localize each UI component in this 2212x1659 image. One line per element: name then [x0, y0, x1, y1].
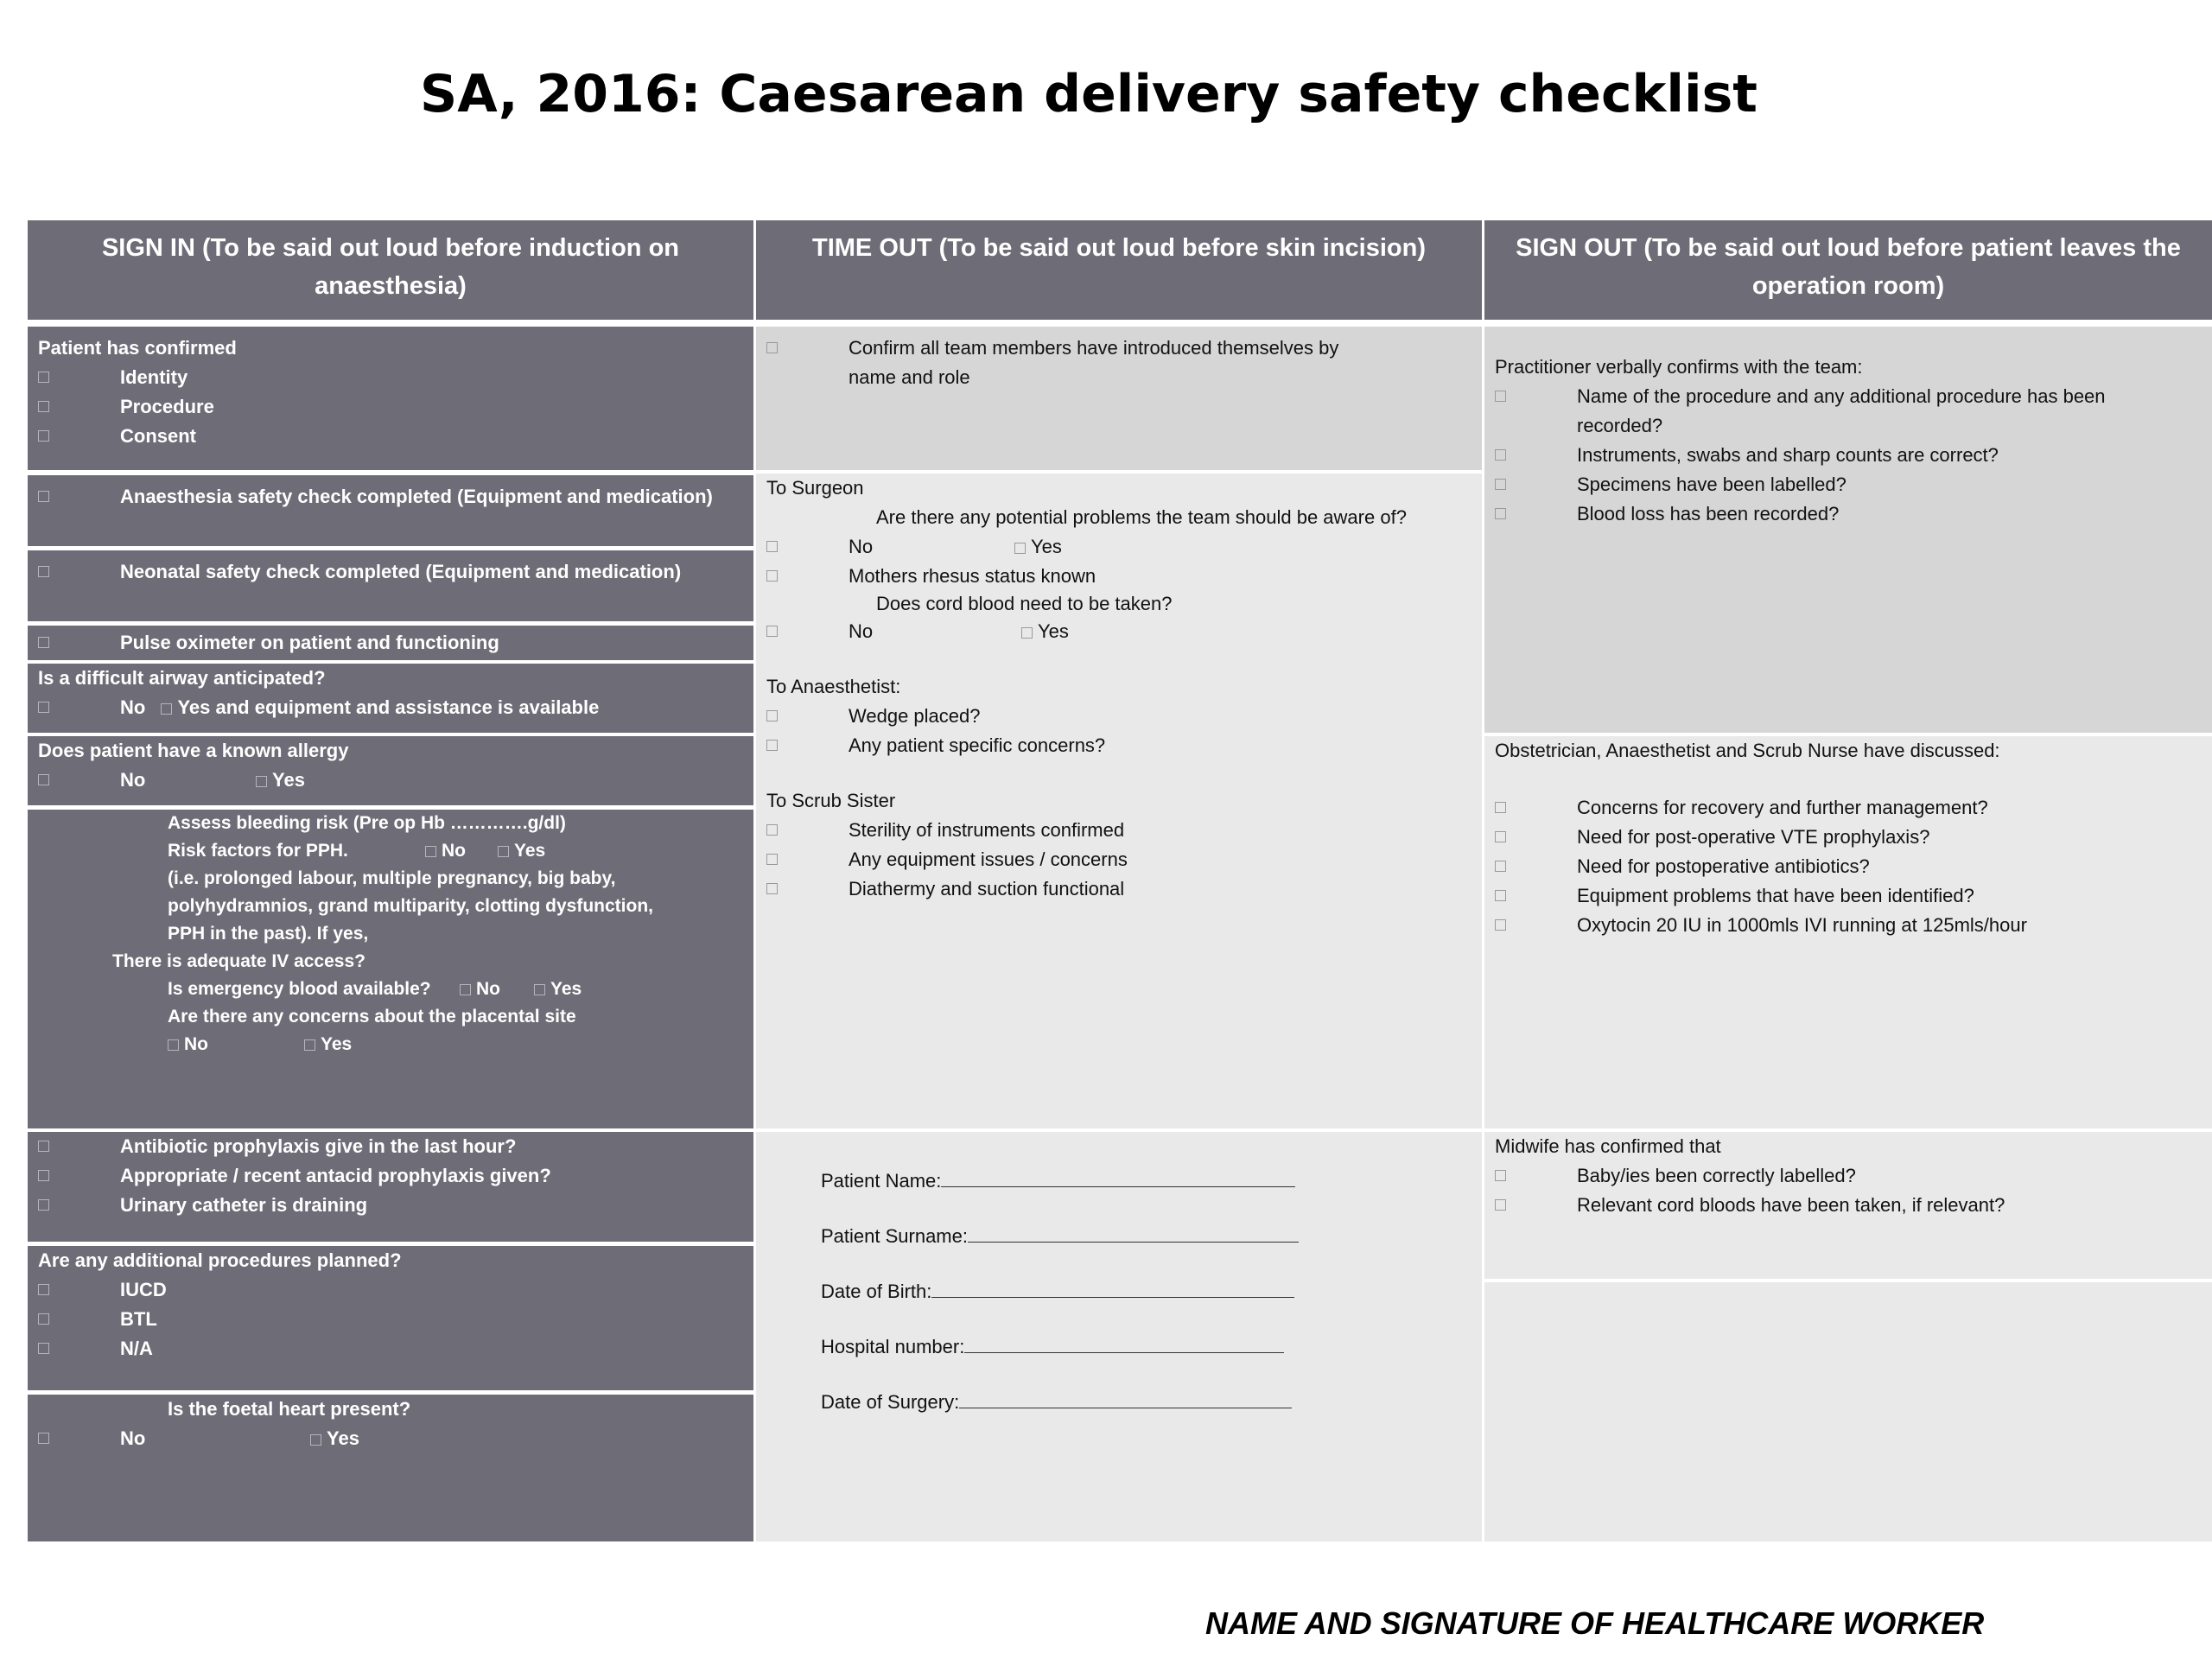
anaesthesia-check-label: Anaesthesia safety check completed (Equipment and medication) — [120, 486, 713, 507]
counts-item[interactable] — [1495, 441, 2202, 470]
sterility-checkbox[interactable] — [766, 824, 778, 836]
antibiotics-label: Need for postoperative antibiotics? — [1577, 855, 1870, 877]
dob-line[interactable] — [931, 1278, 1294, 1298]
dob-field[interactable] — [821, 1277, 1471, 1332]
placental-no-label: No — [184, 1034, 208, 1054]
to-anaesthetist-label: To Anaesthetist: — [766, 676, 901, 697]
sign-out-blank-section — [1484, 1282, 2212, 1541]
potential-problems-label: Are there any potential problems the team should be aware of? — [876, 506, 1407, 528]
risk-detail: (i.e. prolonged labour, multiple pregnancy, big baby, polyhydramnios, grand multiparity, clotting dysfunction, PPH in the past). If yes, — [168, 868, 653, 944]
sign-in-header — [28, 220, 753, 320]
cord-yes-option[interactable] — [1021, 617, 1069, 646]
patient-name-field[interactable] — [821, 1166, 1471, 1222]
pulse-oximeter-section — [28, 626, 753, 660]
patient-name-line[interactable] — [941, 1167, 1295, 1187]
risk-yes-checkbox[interactable] — [498, 846, 509, 857]
anaesthesia-check-item[interactable] — [38, 482, 743, 512]
antacid-label: Appropriate / recent antacid prophylaxis given? — [120, 1165, 551, 1186]
recovery-label: Concerns for recovery and further management? — [1577, 797, 1988, 818]
problems-no-checkbox[interactable] — [766, 541, 778, 552]
cord-bloods-checkbox[interactable] — [1495, 1199, 1506, 1211]
placental-options — [38, 1031, 743, 1058]
practitioner-section — [1484, 327, 2212, 733]
iucd-item[interactable] — [38, 1275, 743, 1305]
antacid-item[interactable] — [38, 1161, 743, 1191]
placental-no-checkbox[interactable] — [168, 1039, 179, 1051]
patient-surname-field[interactable] — [821, 1222, 1471, 1277]
sterility-item[interactable] — [766, 816, 1471, 845]
problems-yes-label: Yes — [1031, 536, 1062, 557]
foetal-yes-option[interactable] — [310, 1424, 359, 1453]
patient-concerns-label: Any patient specific concerns? — [849, 734, 1106, 756]
problems-yes-checkbox[interactable] — [1014, 543, 1026, 554]
cord-no-label: No — [849, 620, 874, 642]
placental-yes-option[interactable] — [304, 1031, 352, 1058]
blood-loss-label: Blood loss has been recorded? — [1577, 503, 1840, 524]
recovery-item[interactable] — [1495, 793, 2202, 823]
identity-item[interactable] — [38, 363, 743, 392]
sign-in-header-text: SIGN IN (To be said out loud before induction on anaesthesia) — [101, 234, 680, 300]
discussion-section — [1484, 736, 2212, 1128]
bleeding-risk-section — [28, 810, 753, 1128]
wedge-label: Wedge placed? — [849, 705, 981, 727]
allergy-yes-option[interactable] — [256, 766, 305, 795]
airway-yes-checkbox[interactable] — [161, 703, 172, 715]
btl-item[interactable] — [38, 1305, 743, 1334]
patient-surname-line[interactable] — [968, 1223, 1299, 1243]
date-surgery-label: Date of Surgery: — [821, 1391, 960, 1413]
risk-factors-row — [38, 837, 743, 865]
midwife-label: Midwife has confirmed that — [1495, 1135, 1721, 1157]
allergy-no-checkbox[interactable] — [38, 774, 49, 785]
problems-yes-option[interactable] — [1014, 532, 1062, 562]
signature-label: NAME AND SIGNATURE OF HEALTHCARE WORKER — [1205, 1605, 1985, 1641]
risk-no-label: No — [442, 841, 466, 861]
foetal-yes-checkbox[interactable] — [310, 1434, 321, 1446]
consent-label: Consent — [120, 425, 196, 447]
pulse-oximeter-checkbox[interactable] — [38, 637, 49, 648]
patient-confirmed-section — [28, 327, 753, 470]
allergy-section — [28, 736, 753, 805]
identity-label: Identity — [120, 366, 188, 388]
na-checkbox[interactable] — [38, 1343, 49, 1354]
diathermy-checkbox[interactable] — [766, 883, 778, 894]
airway-section — [28, 664, 753, 733]
sterility-label: Sterility of instruments confirmed — [849, 819, 1125, 841]
equipment-problems-item[interactable] — [1495, 881, 2202, 911]
additional-procedures-section — [28, 1246, 753, 1390]
specimens-checkbox[interactable] — [1495, 479, 1506, 490]
placental-no-option[interactable] — [168, 1034, 208, 1054]
introductions-checkbox[interactable] — [766, 342, 778, 353]
emergency-blood-label: Is emergency blood available? — [168, 979, 431, 999]
risk-yes-option[interactable] — [498, 837, 545, 865]
iv-access-label: There is adequate IV access? — [112, 951, 365, 971]
consent-item[interactable] — [38, 422, 743, 451]
procedure-item[interactable] — [38, 392, 743, 422]
problems-options — [766, 532, 1471, 562]
oxytocin-label: Oxytocin 20 IU in 1000mls IVI running at 125mls/hour — [1577, 914, 2027, 936]
procedure-name-item[interactable] — [1495, 382, 2139, 441]
allergy-options[interactable] — [38, 766, 743, 795]
antacid-checkbox[interactable] — [38, 1170, 49, 1181]
rhesus-item[interactable] — [766, 562, 1471, 589]
anaesthesia-check-section — [28, 475, 753, 546]
oxytocin-checkbox[interactable] — [1495, 919, 1506, 931]
risk-no-option[interactable] — [425, 837, 466, 865]
diathermy-item[interactable] — [766, 874, 1471, 904]
procedure-label: Procedure — [120, 396, 214, 417]
cord-no-checkbox[interactable] — [766, 626, 778, 637]
discussed-label: Obstetrician, Anaesthetist and Scrub Nurse have discussed: — [1495, 740, 2000, 761]
additional-procedures-question: Are any additional procedures planned? — [38, 1249, 402, 1271]
blood-yes-option[interactable] — [534, 976, 582, 1003]
patient-concerns-item[interactable] — [766, 731, 1471, 760]
cord-blood-label: Does cord blood need to be taken? — [876, 593, 1173, 614]
introductions-item[interactable] — [766, 334, 1367, 392]
rhesus-checkbox[interactable] — [766, 570, 778, 582]
blood-no-label: No — [476, 979, 500, 999]
specimens-label: Specimens have been labelled? — [1577, 474, 1847, 495]
to-surgeon-label: To Surgeon — [766, 477, 864, 499]
page-title: SA, 2016: Caesarean delivery safety checklist — [420, 64, 1758, 124]
time-out-header-text: TIME OUT (To be said out loud before skin incision) — [812, 234, 1426, 262]
equipment-issues-item[interactable] — [766, 845, 1471, 874]
recovery-checkbox[interactable] — [1495, 802, 1506, 813]
blood-loss-checkbox[interactable] — [1495, 508, 1506, 519]
counts-label: Instruments, swabs and sharp counts are correct? — [1577, 444, 1999, 466]
hospital-number-field[interactable] — [821, 1332, 1471, 1388]
cord-blood-options — [766, 617, 1471, 646]
blood-no-checkbox[interactable] — [460, 984, 471, 995]
introductions-label: Confirm all team members have introduced themselves by name and role — [849, 337, 1339, 388]
baby-labelled-checkbox[interactable] — [1495, 1170, 1506, 1181]
blood-loss-item[interactable] — [1495, 499, 2202, 529]
patient-details-section — [756, 1132, 1482, 1541]
vte-checkbox[interactable] — [1495, 831, 1506, 842]
equipment-issues-checkbox[interactable] — [766, 854, 778, 865]
patient-surname-label: Patient Surname: — [821, 1225, 968, 1247]
airway-no-label: No — [120, 696, 146, 718]
pulse-oximeter-item[interactable] — [38, 628, 743, 658]
wedge-item[interactable] — [766, 702, 1471, 731]
baby-labelled-label: Baby/ies been correctly labelled? — [1577, 1165, 1856, 1186]
baby-labelled-item[interactable] — [1495, 1161, 2202, 1191]
date-surgery-line[interactable] — [959, 1389, 1292, 1408]
emergency-blood-row — [38, 976, 743, 1003]
foetal-heart-question: Is the foetal heart present? — [168, 1398, 411, 1420]
introductions-section — [756, 327, 1482, 470]
risk-yes-label: Yes — [514, 841, 546, 861]
na-item[interactable] — [38, 1334, 743, 1363]
consent-checkbox[interactable] — [38, 430, 49, 442]
airway-yes-label: Yes and equipment and assistance is available — [177, 696, 600, 718]
foetal-heart-section — [28, 1395, 753, 1541]
midwife-section — [1484, 1132, 2212, 1279]
equipment-problems-checkbox[interactable] — [1495, 890, 1506, 901]
dob-label: Date of Birth: — [821, 1281, 932, 1302]
patient-confirmed-label: Patient has confirmed — [38, 337, 237, 359]
prophylaxis-section — [28, 1132, 753, 1242]
patient-name-label: Patient Name: — [821, 1170, 942, 1192]
diathermy-label: Diathermy and suction functional — [849, 878, 1125, 899]
counts-checkbox[interactable] — [1495, 449, 1506, 461]
to-scrub-label: To Scrub Sister — [766, 790, 896, 811]
anaesthesia-check-checkbox[interactable] — [38, 491, 49, 502]
risk-no-checkbox[interactable] — [425, 846, 436, 857]
antibiotic-item[interactable] — [38, 1132, 743, 1161]
specimens-item[interactable] — [1495, 470, 2202, 499]
procedure-name-checkbox[interactable] — [1495, 391, 1506, 402]
identity-checkbox[interactable] — [38, 372, 49, 383]
foetal-no-label: No — [120, 1427, 146, 1449]
iucd-checkbox[interactable] — [38, 1284, 49, 1295]
airway-question: Is a difficult airway anticipated? — [38, 667, 326, 689]
sign-out-header — [1484, 220, 2212, 320]
antibiotics-checkbox[interactable] — [1495, 861, 1506, 872]
cord-yes-checkbox[interactable] — [1021, 627, 1033, 639]
cord-bloods-label: Relevant cord bloods have been taken, if relevant? — [1577, 1194, 2005, 1216]
allergy-no-label: No — [120, 769, 146, 791]
hospital-number-line[interactable] — [964, 1333, 1284, 1353]
foetal-yes-label: Yes — [327, 1427, 359, 1449]
wedge-checkbox[interactable] — [766, 710, 778, 721]
airway-no-checkbox[interactable] — [38, 702, 49, 713]
neonatal-check-label: Neonatal safety check completed (Equipment and medication) — [120, 561, 682, 582]
allergy-yes-checkbox[interactable] — [256, 776, 267, 787]
vte-label: Need for post-operative VTE prophylaxis? — [1577, 826, 1930, 848]
placental-yes-checkbox[interactable] — [304, 1039, 315, 1051]
patient-concerns-checkbox[interactable] — [766, 740, 778, 751]
placental-yes-label: Yes — [321, 1034, 353, 1054]
problems-no-label: No — [849, 536, 874, 557]
cord-yes-label: Yes — [1038, 620, 1069, 642]
allergy-yes-label: Yes — [272, 769, 305, 791]
antibiotics-item[interactable] — [1495, 852, 2202, 881]
neonatal-check-section — [28, 550, 753, 621]
equipment-problems-label: Equipment problems that have been identified? — [1577, 885, 1974, 906]
btl-checkbox[interactable] — [38, 1313, 49, 1325]
iucd-label: IUCD — [120, 1279, 167, 1300]
antibiotic-label: Antibiotic prophylaxis give in the last hour? — [120, 1135, 517, 1157]
catheter-item[interactable] — [38, 1191, 743, 1220]
date-surgery-field[interactable] — [821, 1388, 1471, 1443]
time-out-checks-section — [756, 474, 1482, 1128]
blood-yes-checkbox[interactable] — [534, 984, 545, 995]
practitioner-label: Practitioner verbally confirms with the team: — [1495, 356, 1863, 378]
blood-yes-label: Yes — [550, 979, 582, 999]
vte-item[interactable] — [1495, 823, 2202, 852]
placental-site-label: Are there any concerns about the placental site — [168, 1007, 576, 1027]
risk-factors-label: Risk factors for PPH. — [168, 841, 348, 861]
catheter-checkbox[interactable] — [38, 1199, 49, 1211]
bleeding-risk-label: Assess bleeding risk (Pre op Hb ………….g/dl) — [168, 813, 566, 833]
na-label: N/A — [120, 1338, 153, 1359]
allergy-question: Does patient have a known allergy — [38, 740, 349, 761]
procedure-checkbox[interactable] — [38, 401, 49, 412]
pulse-oximeter-label: Pulse oximeter on patient and functioning — [120, 632, 499, 653]
rhesus-label: Mothers rhesus status known — [849, 565, 1096, 587]
oxytocin-item[interactable] — [1495, 911, 2202, 940]
cord-bloods-item[interactable] — [1495, 1191, 2202, 1220]
time-out-header — [756, 220, 1482, 320]
airway-options[interactable] — [38, 693, 743, 722]
btl-label: BTL — [120, 1308, 157, 1330]
catheter-label: Urinary catheter is draining — [120, 1194, 368, 1216]
foetal-no-checkbox[interactable] — [38, 1433, 49, 1444]
antibiotic-checkbox[interactable] — [38, 1141, 49, 1152]
neonatal-check-item[interactable] — [38, 557, 743, 587]
procedure-name-label: Name of the procedure and any additional procedure has been recorded? — [1577, 385, 2106, 436]
hospital-number-label: Hospital number: — [821, 1336, 965, 1357]
blood-no-option[interactable] — [460, 976, 500, 1003]
foetal-heart-options — [38, 1424, 743, 1453]
sign-out-header-text: SIGN OUT (To be said out loud before patient leaves the operation room) — [1516, 234, 2181, 300]
equipment-issues-label: Any equipment issues / concerns — [849, 849, 1128, 870]
neonatal-check-checkbox[interactable] — [38, 566, 49, 577]
